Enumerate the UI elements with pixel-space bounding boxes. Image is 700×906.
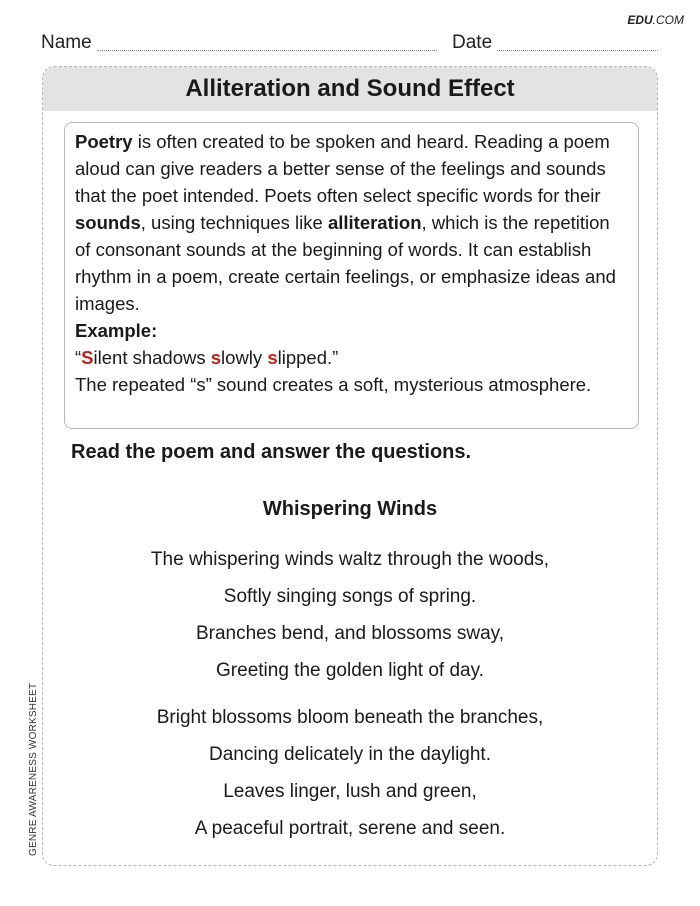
worksheet-card bbox=[42, 66, 658, 866]
poem-line: Greeting the golden light of day. bbox=[216, 660, 484, 681]
info-box bbox=[64, 122, 639, 429]
worksheet-title: Alliteration and Sound Effect bbox=[43, 67, 657, 111]
poem-line: Dancing delicately in the daylight. bbox=[208, 744, 491, 765]
name-field-line[interactable] bbox=[97, 50, 437, 51]
name-date-row bbox=[41, 30, 658, 54]
instruction-heading: Read the poem and answer the questions. bbox=[71, 441, 472, 463]
poem-line: Branches bend, and blossoms sway, bbox=[195, 623, 505, 644]
poem-line: A peaceful portrait, serene and seen. bbox=[194, 818, 506, 839]
date-label: Date bbox=[452, 32, 493, 53]
poem-line: The whispering winds waltz through the woods, bbox=[150, 549, 550, 570]
example-sentence: “Silent shadows slowly slipped.” bbox=[75, 347, 339, 368]
example-explanation: The repeated “s” sound creates a soft, mysterious atmosphere. bbox=[75, 374, 592, 395]
name-label: Name bbox=[41, 32, 92, 53]
example-label: Example: bbox=[75, 320, 158, 341]
edu-com-logo: EDU.COM bbox=[627, 13, 684, 27]
poem-title: Whispering Winds bbox=[262, 498, 438, 520]
side-category-label: GENRE AWARENESS WORKSHEET bbox=[28, 682, 39, 856]
poem-line: Leaves linger, lush and green, bbox=[223, 781, 477, 802]
date-field-line[interactable] bbox=[497, 50, 658, 51]
poem-line: Softly singing songs of spring. bbox=[223, 586, 477, 607]
info-paragraph: Poetry is often created to be spoken and heard. Reading a poem aloud can give readers a better sense of the feelings and sounds that the poet intended. Poets often select specific words for their sounds, using techniques like alliteration, which is the repetition of consonant sounds at the beginning of words. It can establish rhythm in a poem, create certain feelings, or emphasize ideas and images. bbox=[75, 131, 616, 314]
poem-line: Bright blossoms bloom beneath the branches, bbox=[156, 707, 544, 728]
